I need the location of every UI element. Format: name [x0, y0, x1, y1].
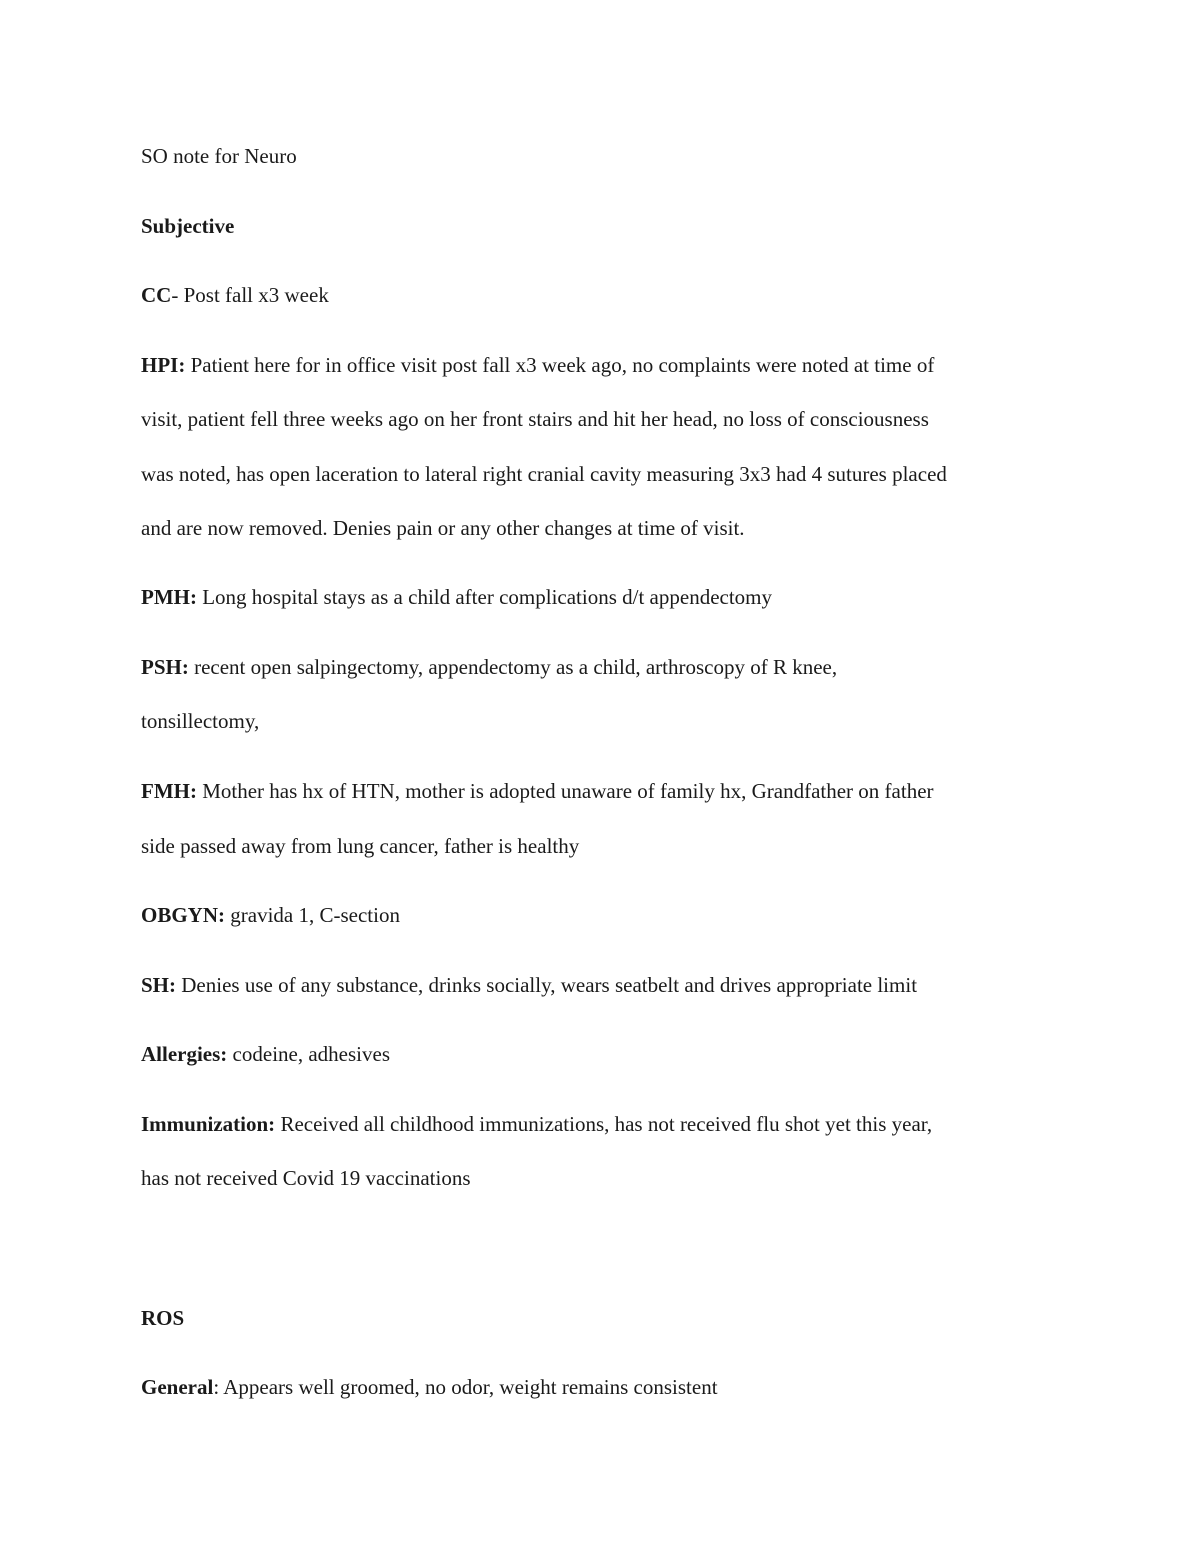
- cc-label: CC: [141, 283, 172, 307]
- document-title: SO note for Neuro: [141, 144, 297, 168]
- fmh-text-line: side passed away from lung cancer, father is healthy: [141, 834, 580, 858]
- psh-paragraph-line-1: [141, 655, 837, 679]
- obgyn-label: OBGYN:: [141, 903, 225, 927]
- fmh-text-line: Mother has hx of HTN, mother is adopted unaware of family hx, Grandfather on father: [196, 779, 934, 803]
- hpi-label: HPI:: [141, 353, 186, 377]
- allergies-paragraph: [141, 1042, 390, 1066]
- hpi-text-line: Patient here for in office visit post fall x3 week ago, no complaints were noted at time of: [185, 353, 935, 377]
- obgyn-text: gravida 1, C-section: [225, 903, 400, 927]
- sh-paragraph: [141, 973, 917, 997]
- sh-label: SH:: [141, 973, 177, 997]
- obgyn-paragraph: [141, 903, 400, 927]
- subjective-heading: Subjective: [141, 214, 235, 238]
- immunization-paragraph-line-1: [141, 1112, 932, 1136]
- ros-heading: ROS: [141, 1306, 185, 1330]
- hpi-text-line: was noted, has open laceration to lateral right cranial cavity measuring 3x3 had 4 sutures placed: [141, 462, 947, 486]
- fmh-label: FMH:: [141, 779, 197, 803]
- psh-text-line: recent open salpingectomy, appendectomy as a child, arthroscopy of R knee,: [188, 655, 838, 679]
- hpi-text-line: visit, patient fell three weeks ago on her front stairs and hit her head, no loss of consciousness: [141, 407, 929, 431]
- general-label: General: [141, 1375, 214, 1399]
- general-paragraph: [141, 1375, 718, 1399]
- immunization-text-line: Received all childhood immunizations, has not received flu shot yet this year,: [275, 1112, 933, 1136]
- immunization-text-line: has not received Covid 19 vaccinations: [141, 1166, 471, 1190]
- allergies-text: codeine, adhesives: [227, 1042, 390, 1066]
- psh-label: PSH:: [141, 655, 189, 679]
- allergies-label: Allergies:: [141, 1042, 228, 1066]
- sh-text: Denies use of any substance, drinks socially, wears seatbelt and drives appropriate limit: [176, 973, 918, 997]
- cc-text: - Post fall x3 week: [171, 283, 329, 307]
- cc-paragraph: [141, 283, 329, 307]
- fmh-paragraph-line-1: [141, 779, 934, 803]
- pmh-paragraph: [141, 585, 772, 609]
- hpi-text-line: and are now removed. Denies pain or any other changes at time of visit.: [141, 516, 745, 540]
- hpi-paragraph-line-1: [141, 353, 934, 377]
- psh-text-line: tonsillectomy,: [141, 709, 260, 733]
- pmh-text: Long hospital stays as a child after complications d/t appendectomy: [196, 585, 773, 609]
- immunization-label: Immunization:: [141, 1112, 276, 1136]
- pmh-label: PMH:: [141, 585, 197, 609]
- general-text: : Appears well groomed, no odor, weight remains consistent: [213, 1375, 718, 1399]
